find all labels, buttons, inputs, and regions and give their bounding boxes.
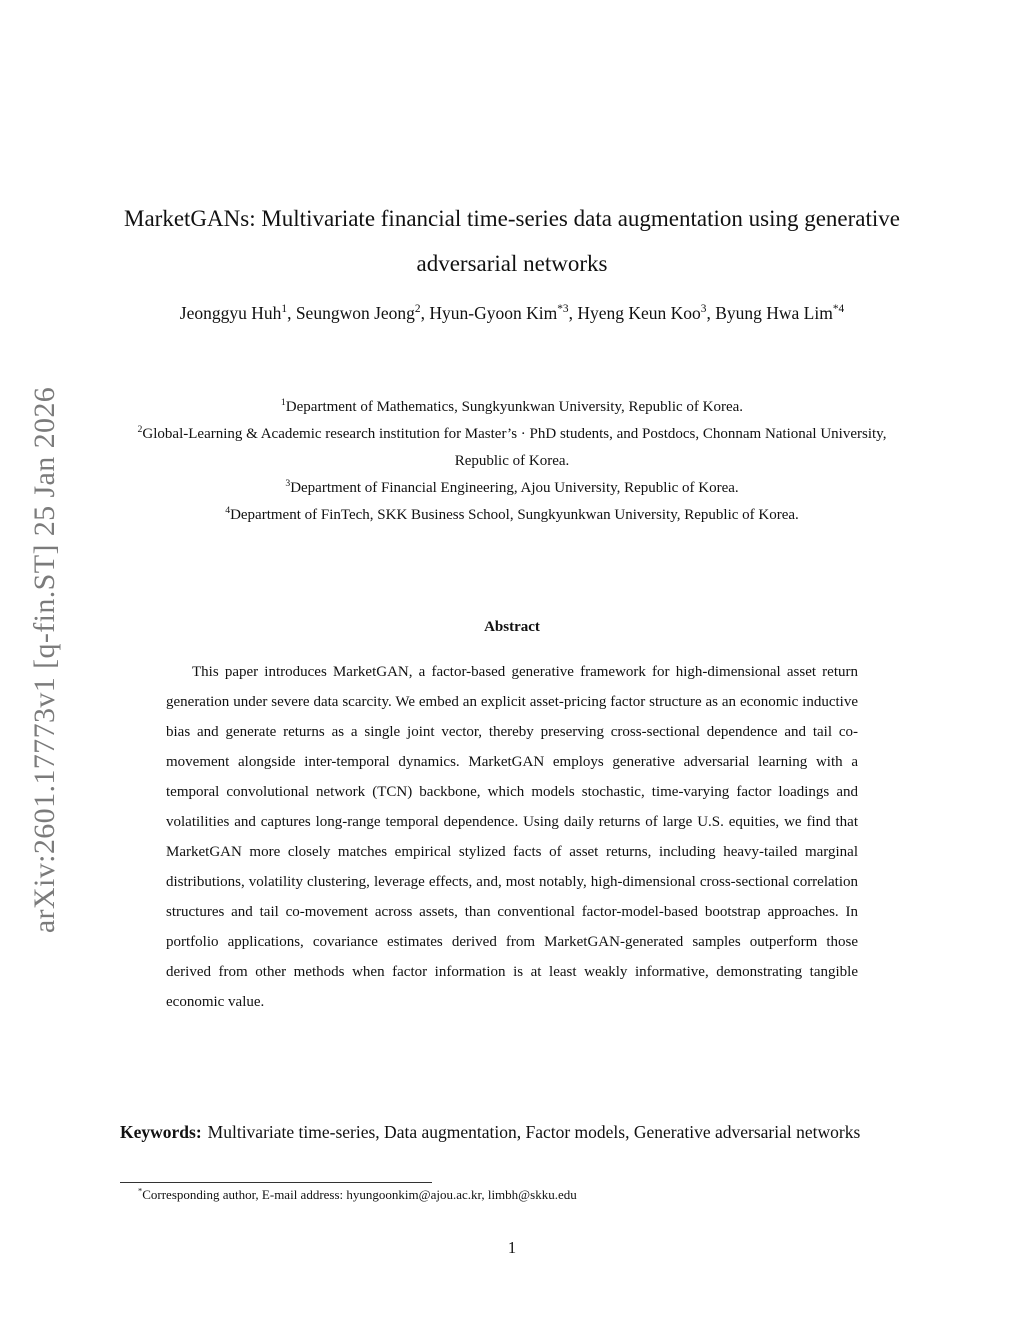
affiliation-list	[120, 394, 904, 529]
arxiv-identifier-stamp: arXiv:2601.17773v1 [q-fin.ST] 25 Jan 2026	[28, 386, 61, 934]
abstract-heading: Abstract	[484, 619, 540, 635]
author: Jeonggyu Huh$^1$	[179, 303, 288, 323]
abstract-body: This paper introduces MarketGAN, a factor-based generative framework for high-dimensional asset return generation under severe data scarcity. We embed an explicit asset-pricing factor structure as an economic inductive bias and generate returns as a single joint vector, thereby preserving cross-sectional dependence and tail co-movement alongside inter-temporal dynamics. MarketGAN employs generative adversarial learning with a temporal convolutional network (TCN) backbone, which models stochastic, time-varying factor loadings and volatilities and captures long-range temporal dependence. Using daily returns of large U.S. equities, we find that MarketGAN more closely matches empirical stylized facts of asset returns, including heavy-tailed marginal distributions, volatility clustering, leverage effects, and, most notably, high-dimensional cross-sectional correlation structures and tail co-movement across assets, than conventional factor-model-based bootstrap approaches. In portfolio applications, covariance estimates derived from MarketGAN-generated samples outperform those derived from other methods when factor information is at least weakly informative, demonstrating tangible economic value.	[166, 664, 858, 1010]
author-list: Jeonggyu Huh$^1$, Seungwon Jeong$^2$, Hyun-Gyoon Kim$^{*3}$, Hyeng Keun Koo$^3$, Byung Hwa Lim$^{*4}$	[179, 303, 845, 323]
affiliation: $^2$Global-Learning & Academic research institution for Master’s · PhD students, and Postdocs, Chonnam National University, Republic of Korea.	[137, 424, 887, 469]
keywords-text: Multivariate time-series, Data augmentation, Factor models, Generative adversarial networks	[207, 1122, 861, 1142]
corresponding-author-footnote: *Corresponding author, E-mail address: hyungoonkim@ajou.ac.kr, limbh@skku.edu	[138, 1185, 577, 1202]
affiliation: $^3$Department of Financial Engineering, Ajou University, Republic of Korea.	[285, 478, 739, 496]
author: Hyeng Keun Koo$^3$	[577, 303, 707, 323]
author: Byung Hwa Lim$^{*4}$	[715, 303, 845, 323]
footnote-rule	[120, 1182, 432, 1183]
keywords-label: Keywords:	[120, 1122, 202, 1142]
author: Hyun-Gyoon Kim$^{*3}$	[429, 303, 569, 323]
paper-title: MarketGANs: Multivariate financial time-series data augmentation using generative adversarial networks	[124, 206, 900, 276]
page-number: 1	[507, 1238, 517, 1257]
author: Seungwon Jeong$^2$	[295, 303, 421, 323]
affiliation: $^4$Department of FinTech, SKK Business School, Sungkyunkwan University, Republic of Korea.	[225, 505, 799, 523]
keywords	[120, 1116, 904, 1148]
affiliation: $^1$Department of Mathematics, Sungkyunkwan University, Republic of Korea.	[280, 397, 744, 415]
